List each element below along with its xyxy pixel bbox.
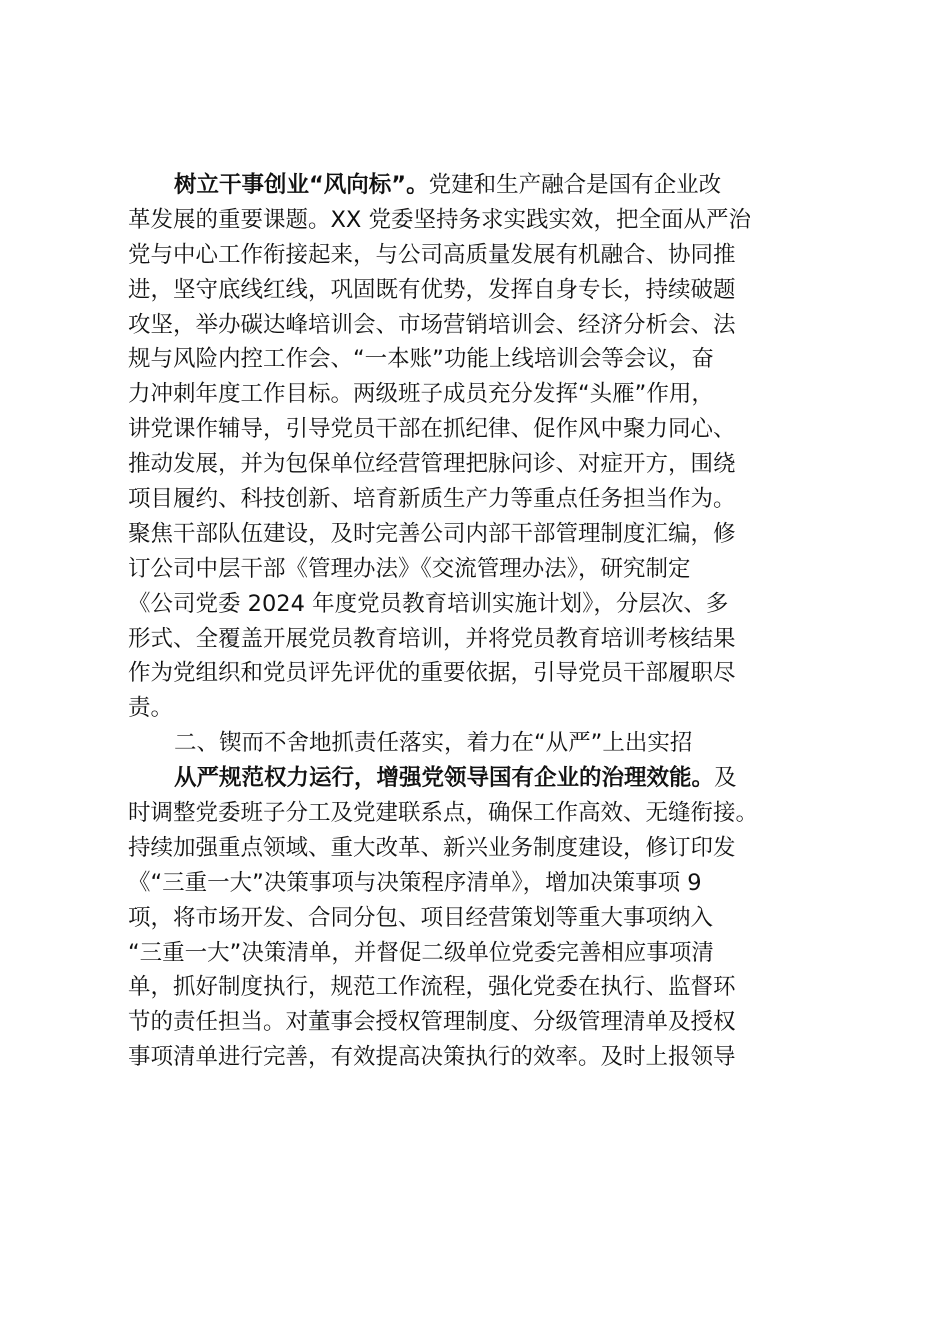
section-heading: 二、锲而不舍地抓责任落实，着力在“从严”上出实招 <box>174 730 693 757</box>
paragraph-1-line: 讲党课作辅导，引导党员干部在抓纪律、促作风中聚力同心、 <box>128 416 736 443</box>
paragraph-1-line: 党建和生产融合是国有企业改 <box>428 172 722 198</box>
paragraph-1-line: 聚焦干部队伍建设，及时完善公司内部干部管理制度汇编，修 <box>128 520 736 547</box>
paragraph-1-line: 《公司党委 2024 年度党员教育培训实施计划》，分层次、多 <box>128 590 729 617</box>
paragraph-1-line: 进，坚守底线红线，巩固既有优势，发挥自身专长，持续破题 <box>128 276 736 303</box>
paragraph-2-line: 及 <box>714 765 737 792</box>
paragraph-1-line: 党与中心工作衔接起来，与公司高质量发展有机融合、协同推 <box>128 241 736 268</box>
paragraph-2-bold-lead: 从严规范权力运行，增强党领导国有企业的治理效能。 <box>174 765 715 792</box>
paragraph-1-line: 订公司中层干部《管理办法》《交流管理办法》，研究制定 <box>128 555 691 582</box>
paragraph-1-line: 革发展的重要课题。XX 党委坚持务求实践实效，把全面从严治 <box>128 206 751 233</box>
paragraph-1-line: 攻坚，举办碳达峰培训会、市场营销培训会、经济分析会、法 <box>128 311 736 338</box>
paragraph-2-line: “三重一大”决策清单，并督促二级单位党委完善相应事项清 <box>128 939 714 966</box>
paragraph-1-line: 形式、全覆盖开展党员教育培训，并将党员教育培训考核结果 <box>128 625 736 652</box>
paragraph-1-bold-lead: 树立干事创业“风向标”。 <box>174 172 429 198</box>
paragraph-1-line: 推动发展，并为包保单位经营管理把脉问诊、对症开方，围绕 <box>128 451 736 478</box>
paragraph-2-line: 节的责任担当。对董事会授权管理制度、分级管理清单及授权 <box>128 1009 736 1036</box>
paragraph-2-first-line <box>128 761 838 796</box>
paragraph-1-line: 项目履约、科技创新、培育新质生产力等重点任务担当作为。 <box>128 486 736 513</box>
paragraph-2-line: 《“三重一大”决策事项与决策程序清单》，增加决策事项 9 <box>128 869 702 896</box>
paragraph-2-line: 时调整党委班子分工及党建联系点，确保工作高效、无缝衔接。 <box>128 800 759 827</box>
paragraph-2-line: 持续加强重点领域、重大改革、新兴业务制度建设，修订印发 <box>128 834 736 861</box>
paragraph-2-line: 单，抓好制度执行，规范工作流程，强化党委在执行、监督环 <box>128 974 736 1001</box>
paragraph-1-line: 作为党组织和党员评先评优的重要依据，引导党员干部履职尽 <box>128 660 736 687</box>
paragraph-2-line: 事项清单进行完善，有效提高决策执行的效率。及时上报领导 <box>128 1044 736 1071</box>
paragraph-1-line: 责。 <box>128 695 174 722</box>
paragraph-1-line: 力冲刺年度工作目标。两级班子成员充分发挥“头雁”作用， <box>128 381 714 408</box>
paragraph-1-first-line <box>128 168 838 203</box>
paragraph-1-line: 规与风险内控工作会、“一本账”功能上线培训会等会议，奋 <box>128 346 714 373</box>
document-body <box>128 168 838 1075</box>
paragraph-2-line: 项，将市场开发、合同分包、项目经营策划等重大事项纳入 <box>128 904 714 931</box>
